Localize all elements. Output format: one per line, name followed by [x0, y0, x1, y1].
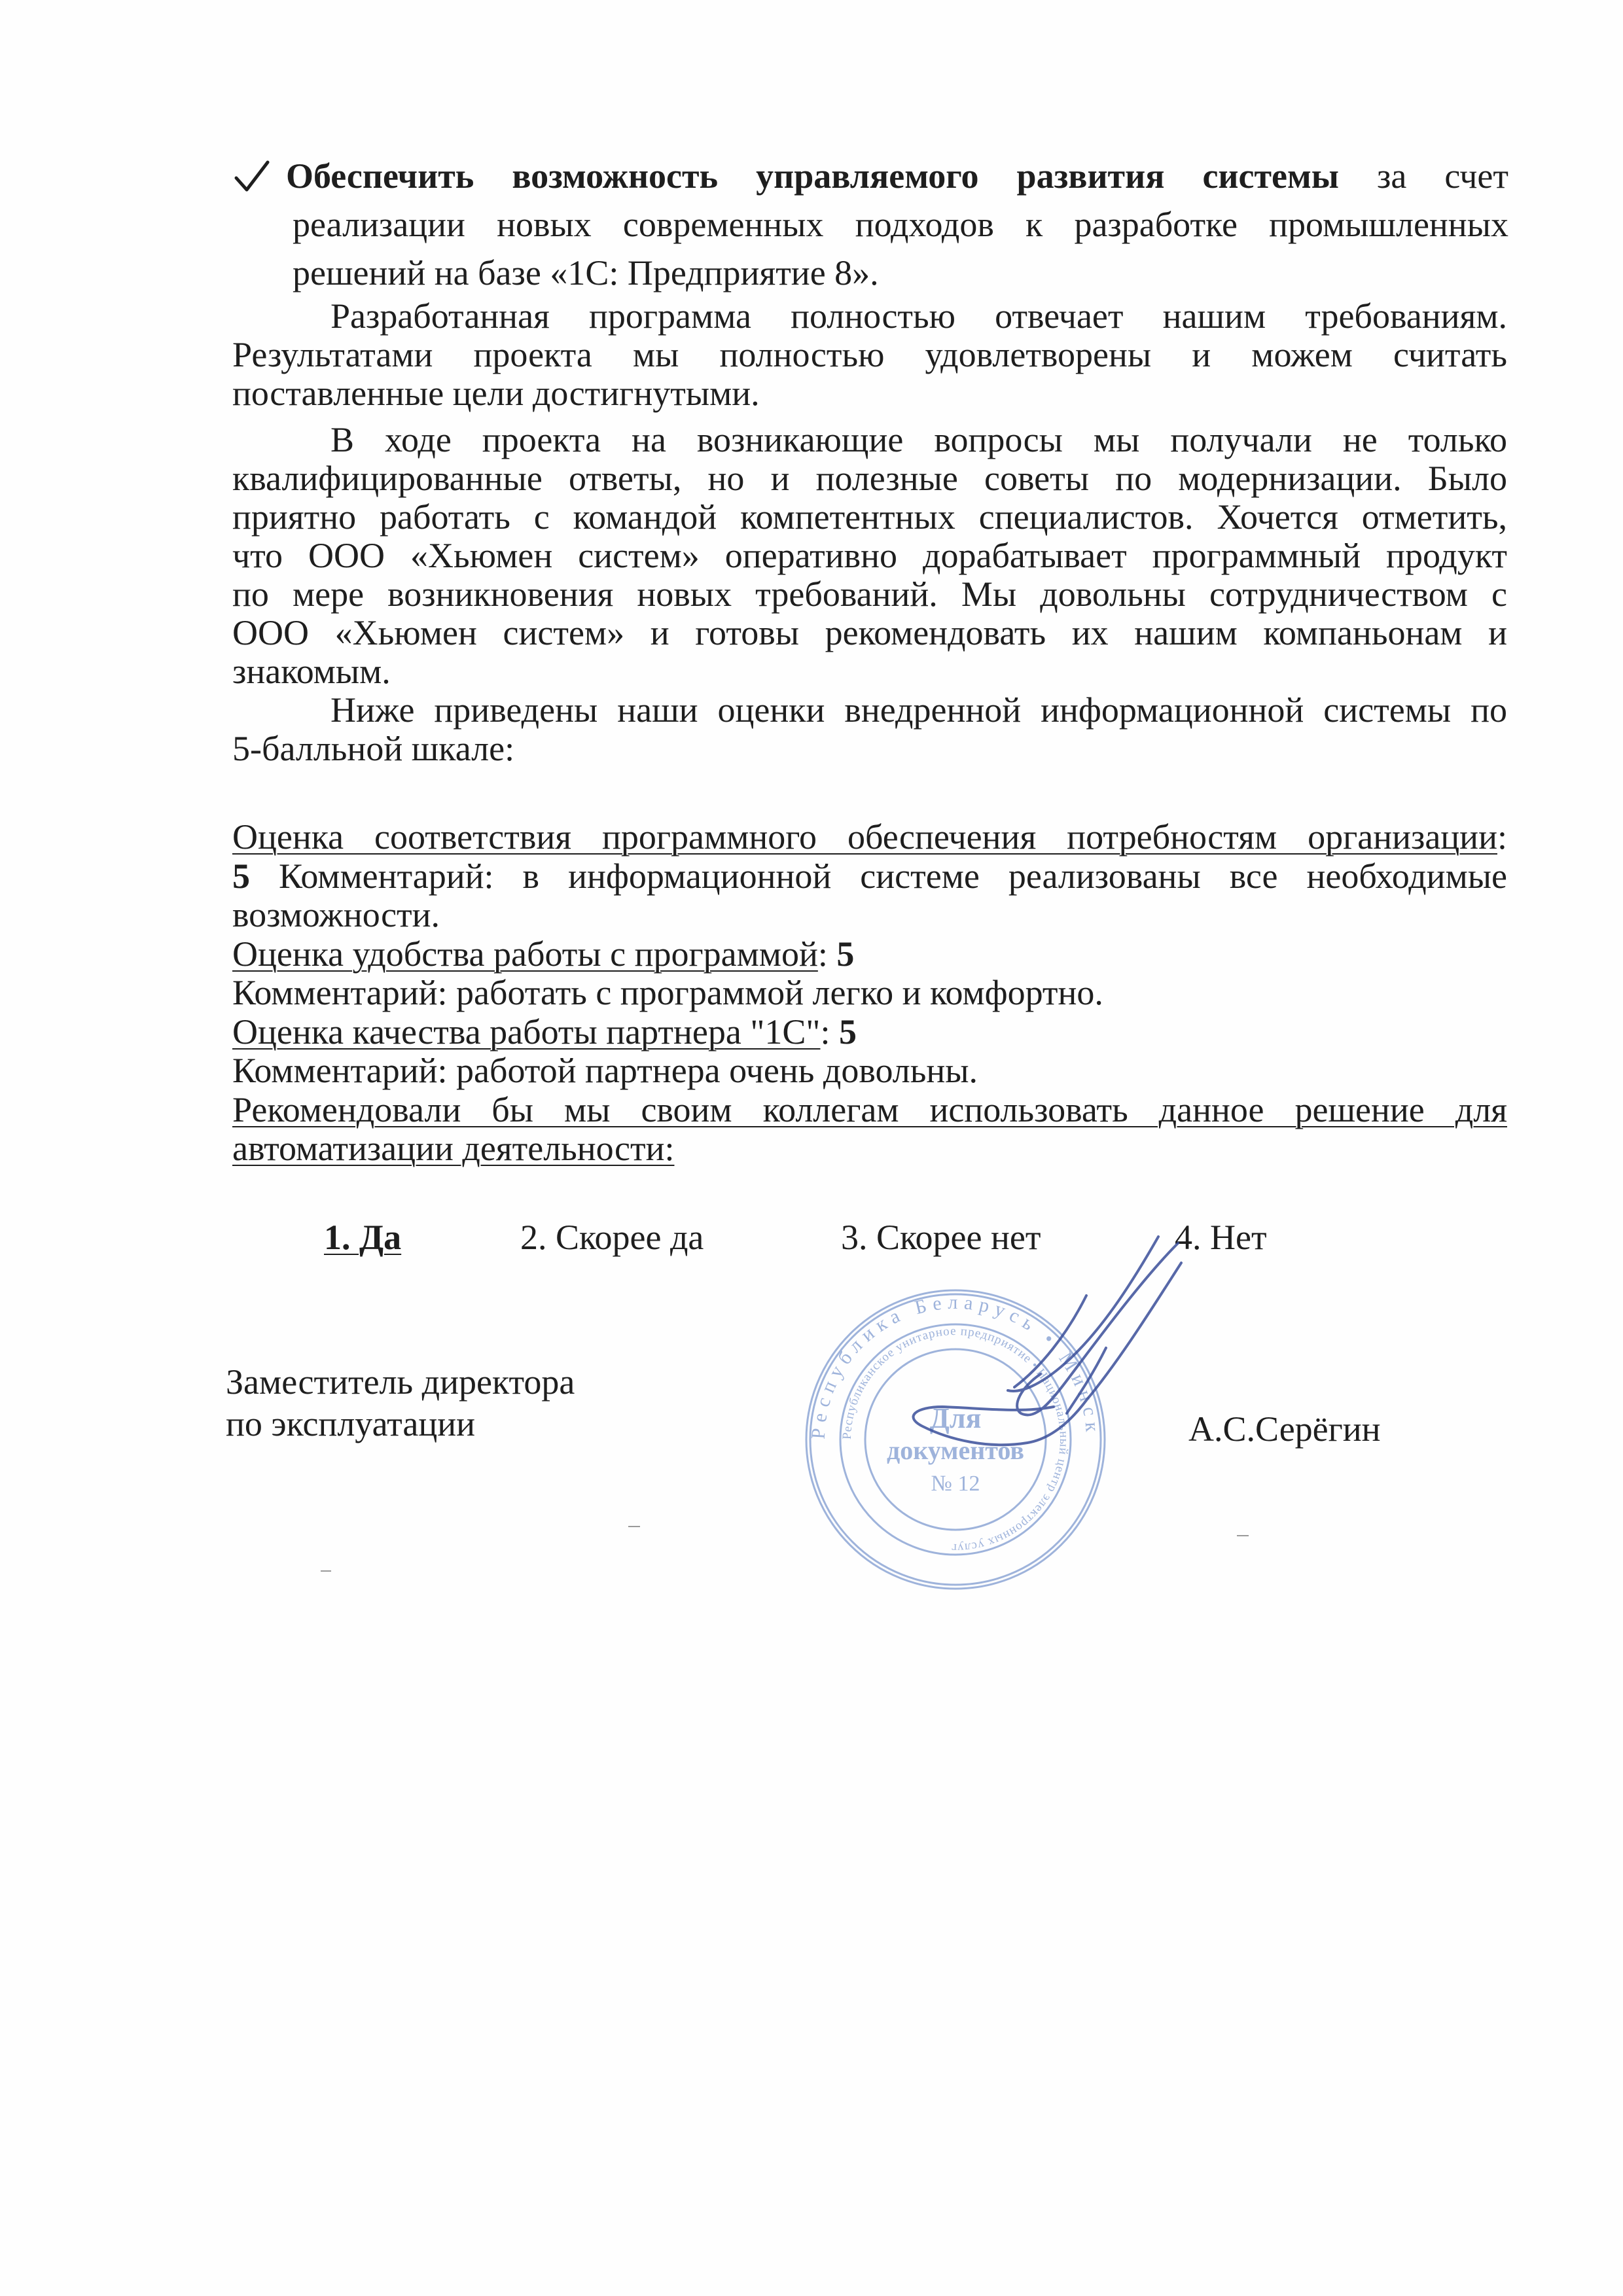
rating-label: Оценка качества работы партнера "1С": [232, 1012, 821, 1051]
checklist-bold-lead: Обеспечить возможность управляемого развития системы: [286, 156, 1339, 196]
stamp-center-line-1: Для: [929, 1402, 982, 1434]
signatory-title: [226, 1361, 575, 1445]
checklist-line-1-rest: за счет: [1338, 156, 1508, 196]
rating-question-4-line-2: [232, 1129, 1507, 1169]
rating-label: Оценка удобства работы с программой: [232, 934, 818, 974]
scan-speck: [321, 1570, 331, 1572]
signatory-title-line-2: по эксплуатации: [226, 1404, 476, 1443]
rating-label: Оценка соответствия программного обеспечения потребностям организации: [232, 817, 1497, 857]
checklist-line-2: реализации новых современных подходов к разработке промышленных: [293, 205, 1508, 244]
ratings-section: [232, 818, 1507, 1169]
paragraph-results: [232, 297, 1507, 413]
rating-label: автоматизации деятельности:: [232, 1129, 675, 1168]
rating-question-4-line-1: Рекомендовали бы мы своим коллегам использовать данное решение для: [232, 1089, 1507, 1129]
checkmark-icon: [232, 157, 272, 196]
paragraph-ratings-intro: [232, 691, 1507, 768]
checklist-text: [286, 152, 1508, 297]
handwritten-signature: [870, 1217, 1211, 1518]
rating-comment: Комментарий: работой партнера очень довольны.: [232, 1051, 978, 1090]
rating-question-2: [232, 935, 1507, 974]
rating-comment: Комментарий: работать с программой легко и комфортно.: [232, 973, 1103, 1012]
stamp-inner-ring-text: Республиканское унитарное предприятие • Национальный центр электронных услуг: [840, 1324, 1071, 1555]
paragraph-line: знакомым.: [232, 652, 391, 691]
rating-colon: :: [820, 1012, 839, 1051]
paragraph-line: что ООО «Хьюмен систем» оперативно дорабатывает программный продукт: [232, 536, 1507, 575]
paragraph-line: ООО «Хьюмен систем» и готовы рекомендовать их нашим компаньонам и: [232, 613, 1507, 652]
paragraph-line: Ниже приведены наши оценки внедренной информационной системы по: [330, 690, 1507, 730]
paragraph-line: В ходе проекта на возникающие вопросы мы получали не только: [330, 420, 1507, 459]
recommendation-options: [324, 1214, 1371, 1260]
paragraph-line: Результатами проекта мы полностью удовлетворены и можем считать: [232, 335, 1507, 374]
rating-colon: :: [1497, 817, 1507, 857]
paragraph-line: поставленные цели достигнутыми.: [232, 374, 760, 413]
rating-score: 5: [836, 934, 855, 974]
scan-speck: [1237, 1535, 1249, 1536]
option-no: 4. Нет: [1175, 1218, 1267, 1257]
paragraph-line: Разработанная программа полностью отвечает нашим требованиям.: [330, 296, 1507, 336]
body-text: [232, 297, 1507, 768]
scan-speck: [628, 1526, 640, 1527]
checklist-line-1: [286, 152, 1508, 200]
option-yes-selected: 1. Да: [324, 1218, 402, 1257]
checklist-line-3: решений на базе «1С: Предприятие 8».: [293, 253, 879, 292]
signatory-title-line-1: Заместитель директора: [226, 1362, 575, 1402]
stamp-center-line-2: документов: [887, 1436, 1024, 1465]
checklist-item: [232, 152, 1508, 297]
stamp-number: № 12: [931, 1472, 980, 1496]
signatory-name: А.С.Серёгин: [1188, 1409, 1381, 1449]
rating-comment: Комментарий: в информационной системе реализованы все необходимые: [250, 856, 1507, 896]
rating-answer-1: [232, 857, 1507, 896]
paragraph-line: приятно работать с командой компетентных специалистов. Хочется отметить,: [232, 497, 1507, 537]
paragraph-line: квалифицированные ответы, но и полезные советы по модернизации. Было: [232, 459, 1507, 498]
rating-score: 5: [232, 856, 250, 896]
stamp-outer-ring-text: Республика Беларусь • Минск: [807, 1291, 1104, 1440]
rating-comment-continued: возможности.: [232, 895, 440, 934]
rating-score: 5: [838, 1012, 857, 1051]
rating-question-1: [232, 818, 1507, 857]
option-rather-yes: 2. Скорее да: [520, 1218, 704, 1257]
option-rather-no: 3. Скорее нет: [841, 1218, 1041, 1257]
rating-question-3: [232, 1013, 1507, 1052]
paragraph-line: по мере возникновения новых требований. Мы довольны сотрудничеством с: [232, 574, 1507, 614]
paragraph-line: 5-балльной шкале:: [232, 729, 515, 768]
paragraph-cooperation: [232, 421, 1507, 691]
rating-colon: :: [817, 934, 837, 974]
